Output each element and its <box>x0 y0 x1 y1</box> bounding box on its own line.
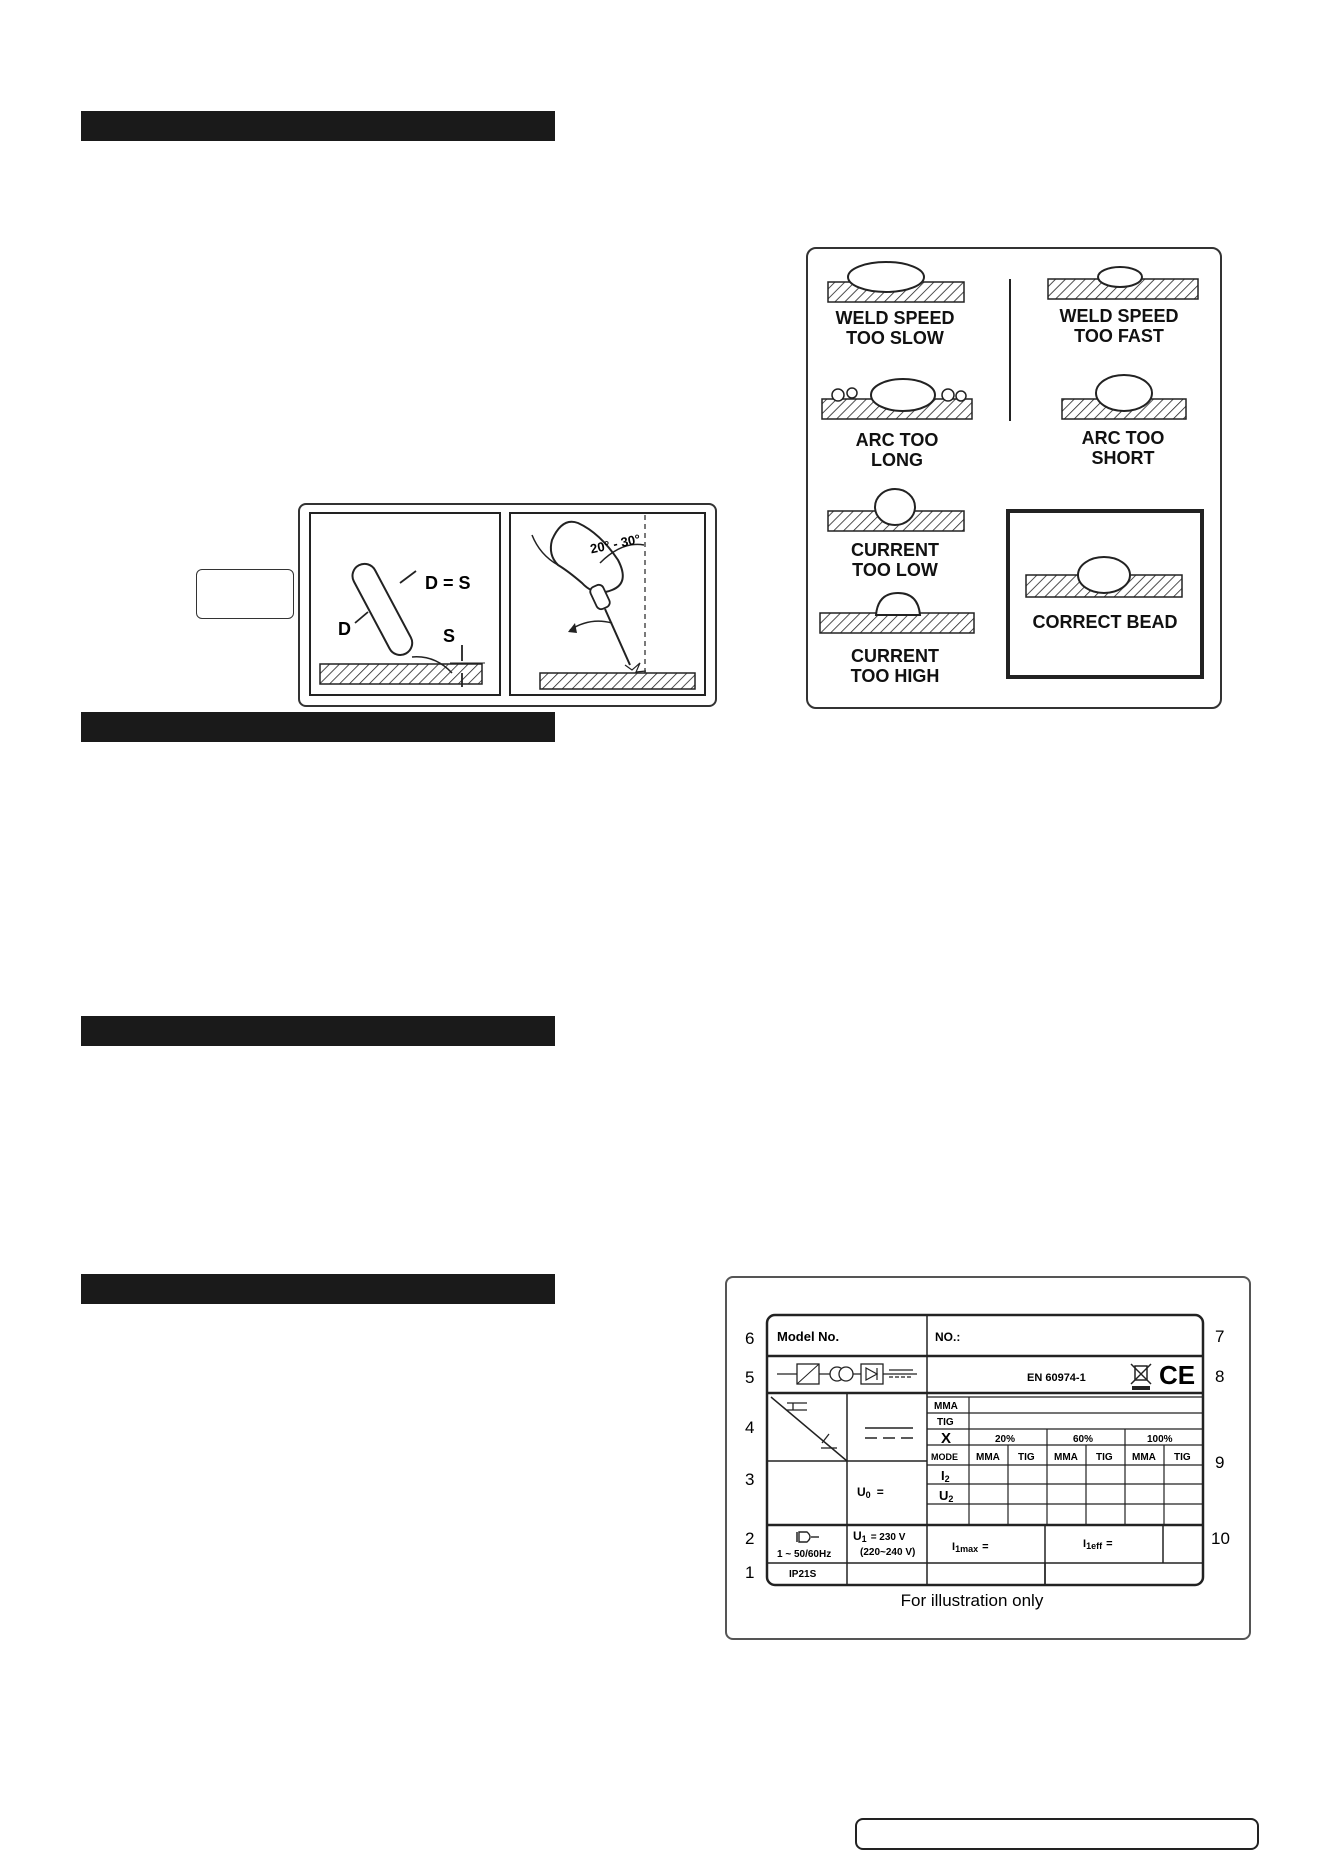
d-equals-s-arrow <box>400 571 416 583</box>
label-current-too-high: CURRENT TOO HIGH <box>850 646 940 686</box>
mode-mma-100: MMA <box>1132 1452 1156 1463</box>
electrode-technique-diagram <box>298 503 717 707</box>
bead-current-high <box>876 593 920 615</box>
section-header-bar-4 <box>81 1274 555 1304</box>
movement-arrow <box>570 621 612 630</box>
callout-2: 2 <box>745 1529 755 1548</box>
callout-7: 7 <box>1215 1327 1225 1346</box>
model-no-label: Model No. <box>777 1329 840 1344</box>
spatter-4 <box>956 391 966 401</box>
figure-label-box <box>196 569 294 619</box>
u1-range-label: (220~240 V) <box>860 1547 916 1558</box>
bead-weld-slow <box>848 262 924 292</box>
electrode-stick <box>605 609 630 665</box>
workpiece-hatch-right <box>540 673 695 689</box>
spatter-3 <box>942 389 954 401</box>
u2-label: U2 <box>939 1488 954 1504</box>
mode-tig-60: TIG <box>1096 1452 1113 1463</box>
welder-hand-glove <box>551 522 623 593</box>
i1max-label: I1max = <box>952 1541 989 1554</box>
d-label: D <box>338 619 351 639</box>
mma-tig-process-icon <box>787 1403 837 1448</box>
callout-5: 5 <box>745 1368 755 1387</box>
footer-page-box <box>855 1818 1259 1850</box>
rating-plate-svg <box>727 1278 1249 1638</box>
section-header-bar-1 <box>81 111 555 141</box>
serial-no-label: NO.: <box>935 1330 961 1344</box>
callout-8: 8 <box>1215 1367 1225 1386</box>
inverter-symbol <box>777 1364 917 1384</box>
label-weld-speed-too-fast: WELD SPEED TOO FAST <box>1059 306 1179 346</box>
weld-bead-chart <box>806 247 1222 709</box>
callout-9: 9 <box>1215 1453 1225 1472</box>
bead-weld-fast <box>1098 267 1142 287</box>
mode-label: MODE <box>931 1452 958 1462</box>
bead-arc-long <box>871 379 935 411</box>
table-mma-label: MMA <box>934 1401 958 1412</box>
callout-6: 6 <box>745 1329 755 1348</box>
arc-sparks <box>625 663 646 672</box>
ce-mark: CE <box>1159 1360 1196 1390</box>
spatter-2 <box>847 388 857 398</box>
label-arc-too-long: ARC TOO LONG <box>855 430 939 470</box>
callout-10: 10 <box>1211 1529 1230 1548</box>
callout-1: 1 <box>745 1563 755 1582</box>
illustration-caption: For illustration only <box>900 1591 1044 1610</box>
u1-label: U1 = 230 V <box>853 1529 906 1544</box>
bead-current-low <box>875 489 915 525</box>
angle-label: 20° - 30° <box>588 531 642 557</box>
workpiece-hatch <box>320 664 482 684</box>
table-tig-label: TIG <box>937 1417 954 1428</box>
i2-label: I2 <box>941 1468 950 1484</box>
i1eff-label: I1eff = <box>1083 1538 1113 1551</box>
label-current-too-low: CURRENT TOO LOW <box>851 540 939 580</box>
weee-bin-icon <box>1131 1364 1151 1390</box>
movement-arrow-head <box>568 623 577 633</box>
duty-100-label: 100% <box>1147 1434 1173 1445</box>
dc-output-symbol <box>865 1428 913 1438</box>
spatter-1 <box>832 389 844 401</box>
mode-mma-60: MMA <box>1054 1452 1078 1463</box>
u0-label: U0 = <box>857 1485 884 1500</box>
supply-frequency-label: 1 ~ 50/60Hz <box>777 1549 832 1560</box>
callout-3: 3 <box>745 1470 755 1489</box>
mode-tig-20: TIG <box>1018 1452 1035 1463</box>
rating-plate-illustration <box>725 1276 1251 1640</box>
mode-tig-100: TIG <box>1174 1452 1191 1463</box>
label-weld-speed-too-slow: WELD SPEED TOO SLOW <box>835 308 955 348</box>
electrode-rod <box>348 560 416 660</box>
duty-20-label: 20% <box>995 1434 1016 1445</box>
section-header-bar-3 <box>81 1016 555 1046</box>
duty-60-label: 60% <box>1073 1434 1094 1445</box>
callout-4: 4 <box>745 1418 755 1437</box>
s-label: S <box>443 626 456 646</box>
ip-rating-label: IP21S <box>789 1569 817 1580</box>
mode-mma-20: MMA <box>976 1452 1000 1463</box>
d-arrow <box>355 612 368 623</box>
electrode-diagram-svg <box>300 505 715 705</box>
label-arc-too-short: ARC TOO SHORT <box>1081 428 1165 468</box>
bead-arc-short <box>1096 375 1152 411</box>
duty-cycle-x-label: X <box>941 1430 952 1447</box>
section-header-bar-2 <box>81 712 555 742</box>
plug-symbol-icon <box>797 1532 819 1542</box>
bead-correct <box>1078 557 1130 593</box>
standard-label: EN 60974-1 <box>1027 1372 1086 1384</box>
label-correct-bead: CORRECT BEAD <box>1032 612 1178 632</box>
d-equals-s-label: D = S <box>425 573 471 593</box>
